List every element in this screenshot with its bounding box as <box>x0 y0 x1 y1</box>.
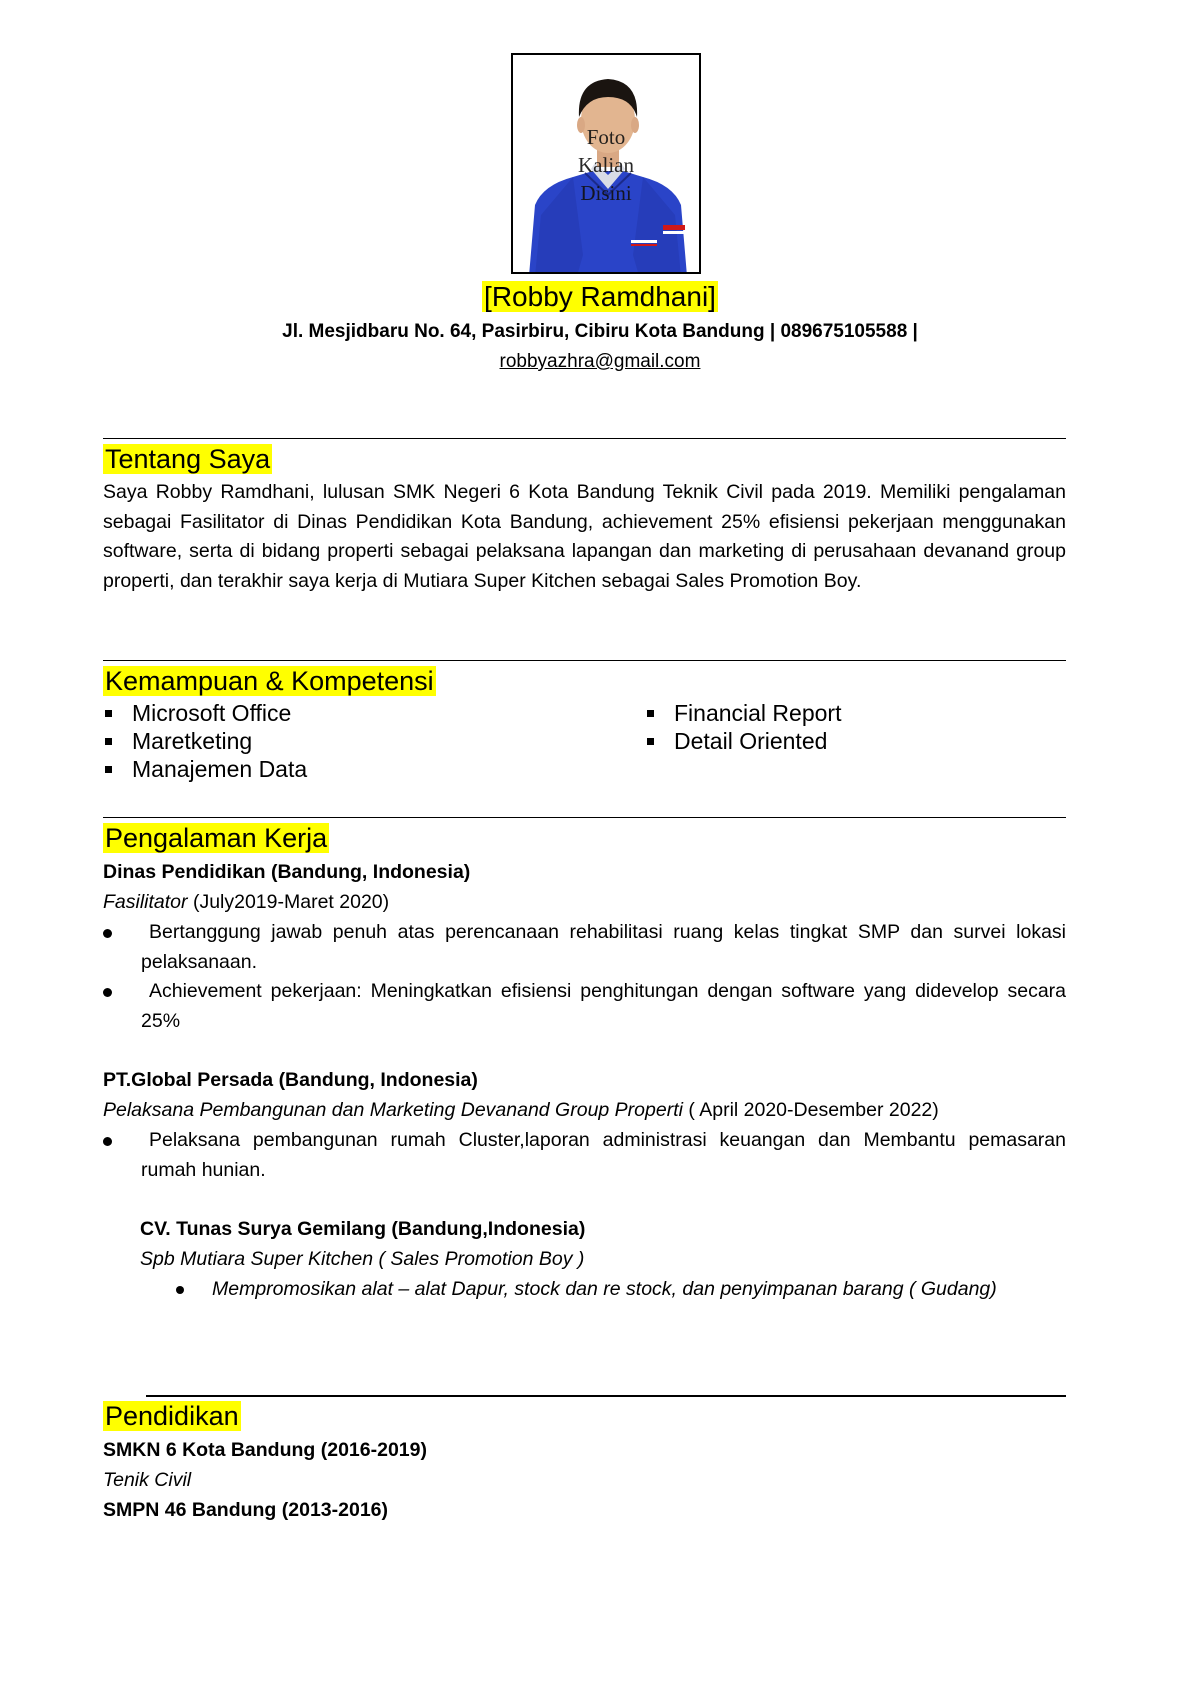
section-title-text: Tentang Saya <box>105 444 271 474</box>
skill-item: Microsoft Office <box>103 699 307 727</box>
job-bullet-text: Mempromosikan alat – alat Dapur, stock dan re stock, dan penyimpanan barang ( Gudang) <box>212 1278 997 1300</box>
profile-photo <box>511 53 701 274</box>
education-school: SMPN 46 Bandung (2013-2016) <box>103 1499 389 1521</box>
job-role-line <box>103 888 389 918</box>
skill-item: Manajemen Data <box>103 755 307 783</box>
job-bullet <box>103 977 1066 1036</box>
skill-item: Maretketing <box>103 727 307 755</box>
contact-line: Jl. Mesjidbaru No. 64, Pasirbiru, Cibiru Kota Bandung | 089675105588 | <box>282 321 918 342</box>
job-bullet <box>103 1126 1066 1185</box>
job-period: (July2019-Maret 2020) <box>187 891 390 913</box>
skills-list-left <box>103 699 307 783</box>
section-title-text: Kemampuan & Kompetensi <box>105 666 434 696</box>
job-role: Pelaksana Pembangunan dan Marketing Devanand Group Properti <box>103 1099 683 1121</box>
job-bullet-text: Pelaksana pembangunan rumah Cluster,laporan administrasi keuangan dan Membantu pemasaran rumah hunian. <box>141 1129 1066 1181</box>
email-link[interactable]: robbyazhra@gmail.com <box>499 351 701 372</box>
bullet-dot <box>176 1286 184 1294</box>
section-title-experience <box>103 820 329 856</box>
job-company: CV. Tunas Surya Gemilang (Bandung,Indonesia) <box>140 1218 586 1240</box>
bullet-dot <box>103 988 112 997</box>
bullet-dot <box>103 929 112 938</box>
job-bullet-text: Bertanggung jawab penuh atas perencanaan rehabilitasi ruang kelas tingkat SMP dan survei lokasi pelaksanaan. <box>141 921 1066 973</box>
section-title-about <box>103 441 272 477</box>
section-title-text: Pendidikan <box>105 1401 239 1431</box>
applicant-name <box>0 278 1200 316</box>
job-company: Dinas Pendidikan (Bandung, Indonesia) <box>103 861 471 883</box>
job-role: Fasilitator <box>103 891 188 913</box>
job-period: ( April 2020-Desember 2022) <box>682 1099 939 1121</box>
job-bullet <box>103 918 1066 977</box>
photo-caption-line: Kalian <box>578 153 634 177</box>
applicant-name-text: [Robby Ramdhani] <box>484 281 716 312</box>
education-major: Tenik Civil <box>103 1469 192 1491</box>
photo-caption-line: Foto <box>586 125 626 149</box>
photo-caption-line: Disini <box>580 181 632 205</box>
job-company: PT.Global Persada (Bandung, Indonesia) <box>103 1069 478 1091</box>
section-divider <box>103 660 1066 661</box>
section-title-text: Pengalaman Kerja <box>105 823 328 853</box>
section-title-skills <box>103 663 436 699</box>
skill-item: Detail Oriented <box>645 727 841 755</box>
about-paragraph: Saya Robby Ramdhani, lulusan SMK Negeri 6 Kota Bandung Teknik Civil pada 2019. Memiliki pengalaman sebagai Fasilitator di Dinas Pendidikan Kota Bandung, achievement 25% efisiensi pekerjaan menggunakan software, serta di bidang properti sebagai pelaksana lapangan dan marketing di perusahaan devanand group properti, dan terakhir saya kerja di Mutiara Super Kitchen sebagai Sales Promotion Boy. <box>103 481 1066 592</box>
job-role: Spb Mutiara Super Kitchen ( Sales Promotion Boy ) <box>140 1248 585 1270</box>
bullet-dot <box>103 1137 112 1146</box>
education-school: SMKN 6 Kota Bandung (2016-2019) <box>103 1439 427 1461</box>
section-divider <box>103 438 1066 439</box>
section-divider <box>103 817 1066 818</box>
job-bullet-text: Achievement pekerjaan: Meningkatkan efisiensi penghitungan dengan software yang didevelop secara 25% <box>141 980 1066 1032</box>
job-role-line <box>103 1096 939 1126</box>
skills-list-right <box>645 699 841 755</box>
skill-item: Financial Report <box>645 699 841 727</box>
job-bullet <box>176 1275 1036 1334</box>
section-divider <box>146 1395 1066 1397</box>
photo-placeholder-caption <box>513 123 699 207</box>
section-title-education <box>103 1398 241 1434</box>
